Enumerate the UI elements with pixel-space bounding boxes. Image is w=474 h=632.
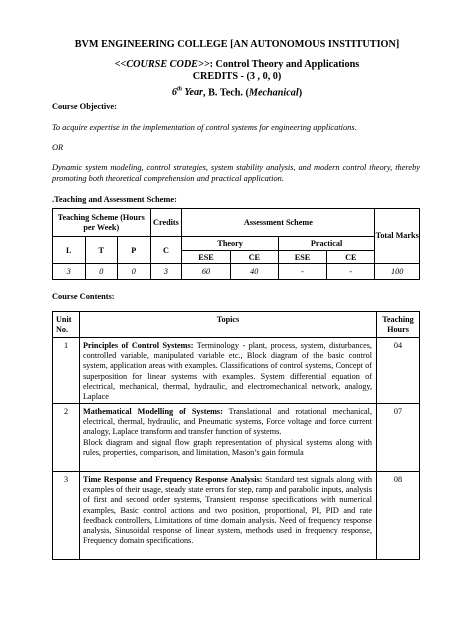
unit-2-hours: 07 bbox=[377, 404, 420, 472]
unit-no-head: Unit No. bbox=[53, 312, 80, 338]
unit-3-no: 3 bbox=[53, 472, 80, 560]
practical-ese-head: ESE bbox=[278, 251, 326, 264]
unit-row-1 bbox=[53, 338, 420, 404]
program: , B. Tech. ( bbox=[203, 87, 249, 99]
objective-or: OR bbox=[52, 143, 64, 152]
college-name: BVM ENGINEERING COLLEGE [AN AUTONOMOUS INSTITUTION] bbox=[74, 39, 400, 50]
unit-1-text: Terminology - plant, process, system, disturbances, controlled variable, manipulated variable etc., Block diagram of the basic control system, application areas with examples. Classifications of control systems, Concept of superposition for linear systems with examples. System differential equation of electrical, mechanical, thermal, hydraulic, and electromechanical network, analogy, Laplace bbox=[83, 341, 372, 402]
objective-text-2: Dynamic system modeling, control strategies, system stability analysis, and modern control theory, thereby promoting both theoretical comprehension and practical application. bbox=[52, 163, 420, 183]
unit-1-topic bbox=[80, 338, 377, 404]
scheme-table bbox=[52, 208, 420, 280]
contents-label: Course Contents: bbox=[52, 292, 115, 301]
hours-head: Teaching Hours bbox=[377, 312, 420, 338]
scheme-values-row bbox=[53, 264, 420, 280]
unit-row-3 bbox=[53, 472, 420, 560]
teaching-scheme-head: Teaching Scheme (Hours per Week) bbox=[53, 209, 151, 237]
head-l: L bbox=[53, 237, 86, 264]
assessment-head: Assessment Scheme bbox=[182, 209, 375, 237]
year-number: 6 bbox=[171, 87, 177, 99]
head-p: P bbox=[118, 237, 151, 264]
value-c: 3 bbox=[150, 264, 182, 280]
unit-2-title: Mathematical Modelling of Systems: bbox=[83, 407, 223, 416]
topics-head: Topics bbox=[80, 312, 377, 338]
course-header bbox=[0, 59, 474, 100]
objective-label: Course Objective: bbox=[52, 102, 117, 111]
practical-ce-head: CE bbox=[327, 251, 375, 264]
unit-row-2 bbox=[53, 404, 420, 472]
credits-line: CREDITS - (3 , 0, 0) bbox=[192, 71, 282, 83]
unit-2-text-2: Block diagram and signal flow graph representation of physical systems along with rules, properties, comparison, and limitation, Mason’s gain formula bbox=[83, 437, 372, 457]
theory-ce-head: CE bbox=[230, 251, 278, 264]
course-code: <<COURSE CODE>> bbox=[114, 59, 210, 70]
credits-head: Credits bbox=[150, 209, 182, 237]
head-c: C bbox=[150, 237, 182, 264]
unit-2-text: Translational and rotational mechanical, electrical, thermal, hydraulic, and Pneumatic systems, Force voltage and force current analogy, Laplace transform and transfer function of systems. bbox=[83, 407, 372, 437]
value-l: 3 bbox=[53, 264, 86, 280]
unit-2-no: 2 bbox=[53, 404, 80, 472]
value-practical-ce: - bbox=[327, 264, 375, 280]
year-word: Year bbox=[181, 87, 204, 99]
unit-1-no: 1 bbox=[53, 338, 80, 404]
unit-2-topic bbox=[80, 404, 377, 472]
value-p: 0 bbox=[118, 264, 151, 280]
contents-table bbox=[52, 311, 420, 560]
program-end: ) bbox=[298, 87, 303, 99]
unit-3-title: Time Response and Frequency Response Analysis: bbox=[83, 475, 263, 484]
unit-3-hours: 08 bbox=[377, 472, 420, 560]
value-t: 0 bbox=[85, 264, 118, 280]
theory-head: Theory bbox=[182, 237, 278, 251]
year-suffix: th bbox=[176, 86, 182, 93]
unit-1-hours: 04 bbox=[377, 338, 420, 404]
unit-1-title: Principles of Control Systems: bbox=[83, 341, 194, 350]
objective-text-1: To acquire expertise in the implementation of control systems for engineering applications. bbox=[52, 123, 357, 132]
total-marks-head: Total Marks bbox=[375, 209, 420, 264]
branch: Mechanical bbox=[248, 87, 299, 99]
head-t: T bbox=[85, 237, 118, 264]
course-title: : Control Theory and Applications bbox=[209, 59, 360, 70]
practical-head: Practical bbox=[278, 237, 375, 251]
value-theory-ce: 40 bbox=[230, 264, 278, 280]
unit-3-topic bbox=[80, 472, 377, 560]
value-theory-ese: 60 bbox=[182, 264, 230, 280]
unit-3-text: Standard test signals along with examples of their usage, steady state errors for step, ramp and parabolic inputs, analysis of first and second order systems, Transient response specifications with numerical examples, Basic control actions and two position, proportional, PI, PID and rate feedback controllers, Limitations of time domain analysis. Need of frequency response analysis, Sinusoidal response of linear system, methods used in frequency response, Frequency domain specifications. bbox=[83, 475, 372, 546]
scheme-label: .Teaching and Assessment Scheme: bbox=[52, 195, 177, 204]
value-practical-ese: - bbox=[278, 264, 326, 280]
year-line bbox=[0, 84, 474, 100]
course-title-line bbox=[0, 59, 474, 71]
theory-ese-head: ESE bbox=[182, 251, 230, 264]
value-total: 100 bbox=[375, 264, 420, 280]
